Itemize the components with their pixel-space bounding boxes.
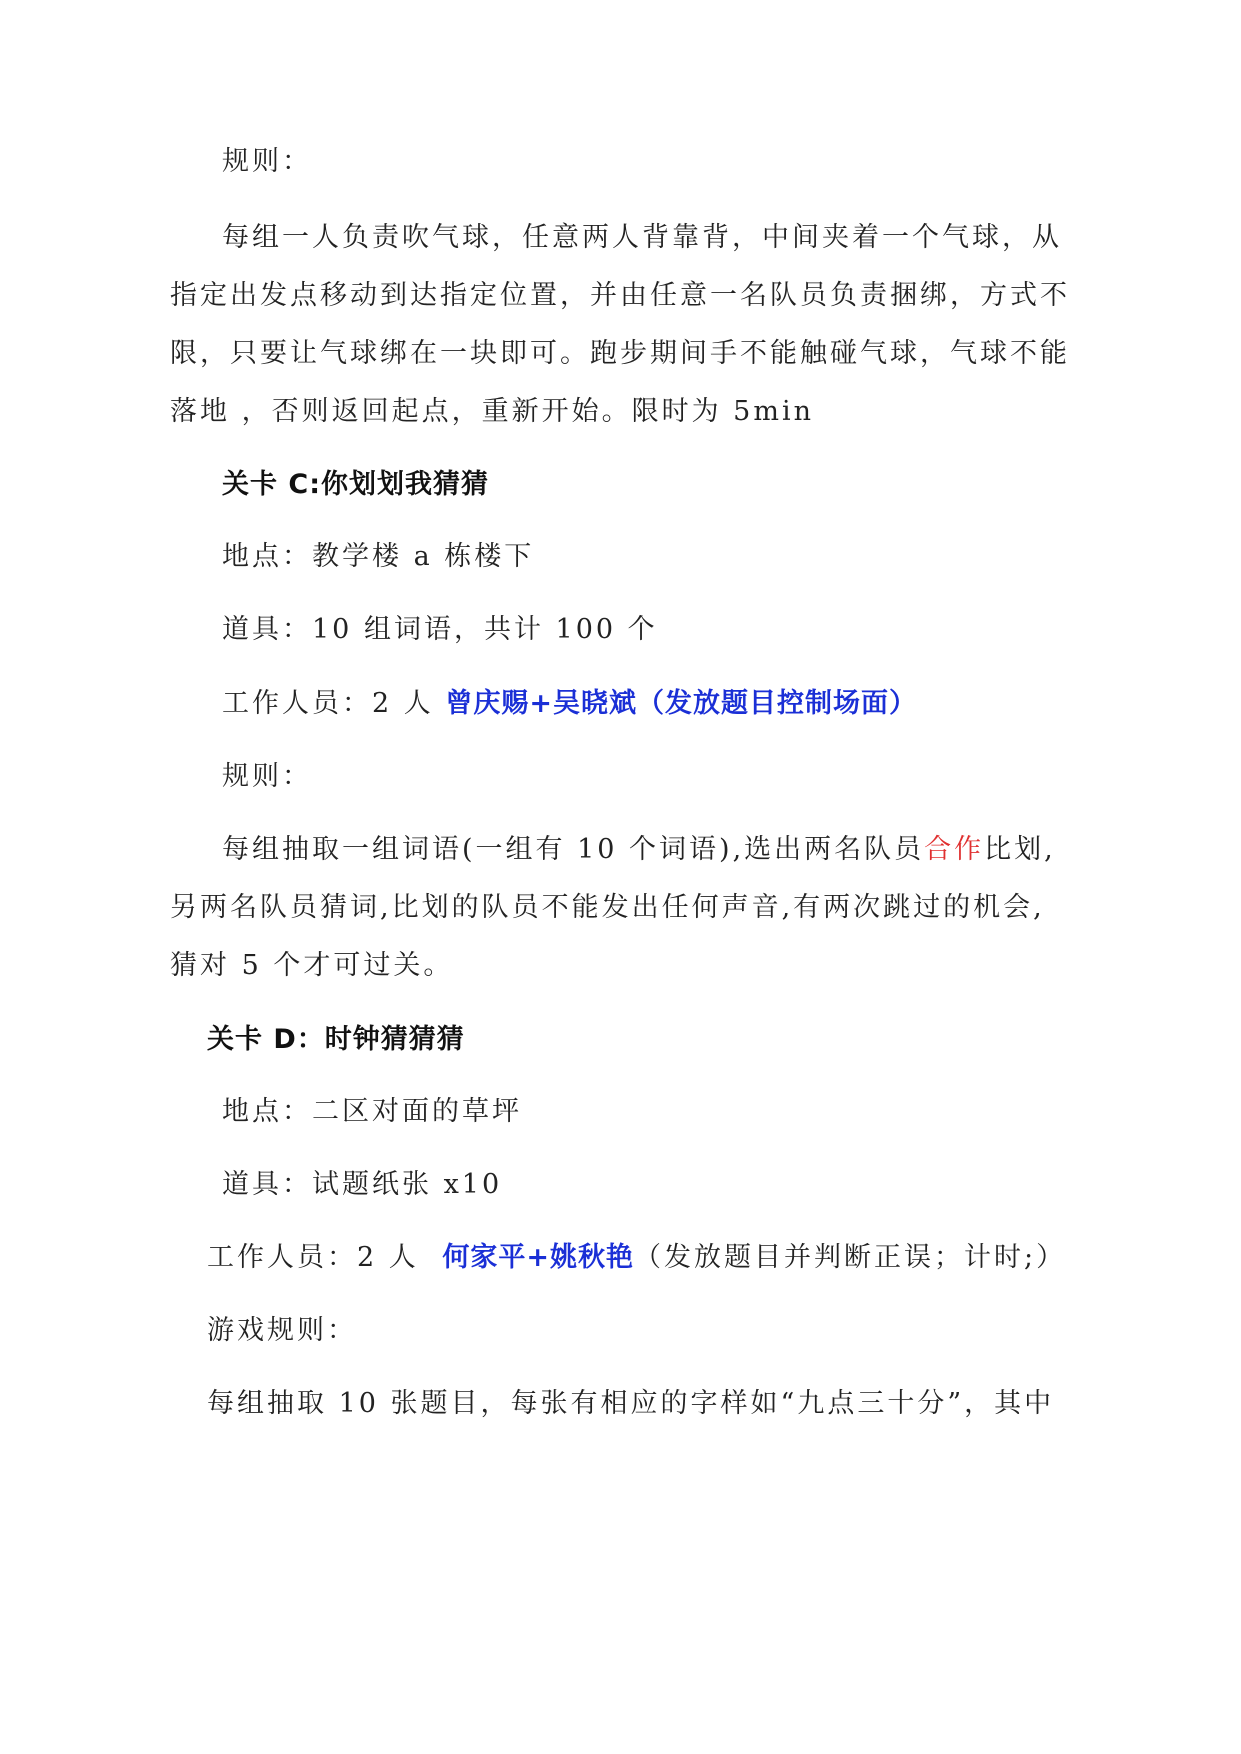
section-b-rules-line-2: 指定出发点移动到达指定位置，并由任意一名队员负责捆绑，方式不 bbox=[170, 280, 1070, 311]
section-c-location: 地点：教学楼 a 栋楼下 bbox=[222, 541, 535, 572]
section-c-staff bbox=[222, 684, 917, 724]
section-c-staff-names: 曾庆赐+吴晓斌（发放题目控制场面） bbox=[445, 688, 917, 719]
section-c-props: 道具：10 组词语，共计 100 个 bbox=[222, 614, 658, 645]
section-b-rules-label: 规则： bbox=[222, 146, 312, 177]
section-d-staff-suffix: （发放题目并判断正误；计时;） bbox=[633, 1242, 1067, 1273]
section-d-rules-line-1: 每组抽取 10 张题目，每张有相应的字样如“九点三十分”，其中 bbox=[207, 1388, 1055, 1419]
section-c-rules-line-1-a: 每组抽取一组词语(一组有 10 个词语),选出两名队员 bbox=[222, 834, 925, 865]
section-c-rules-label: 规则： bbox=[222, 761, 312, 792]
section-b-rules-line-3: 限，只要让气球绑在一块即可。跑步期间手不能触碰气球，气球不能 bbox=[170, 338, 1070, 369]
section-b-rules-line-4: 落地 ，否则返回起点，重新开始。限时为 5min bbox=[170, 396, 814, 427]
section-c-rules-line-1-b: 比划, bbox=[984, 834, 1056, 865]
section-b-rules-line-1: 每组一人负责吹气球，任意两人背靠背，中间夹着一个气球，从 bbox=[222, 222, 1062, 253]
section-d-staff bbox=[207, 1238, 1066, 1278]
section-d-staff-prefix: 工作人员：2 人 bbox=[207, 1242, 431, 1273]
section-c-rules-line-2: 另两名队员猜词,比划的队员不能发出任何声音,有两次跳过的机会, bbox=[170, 892, 1045, 923]
section-d-title: 关卡 D：时钟猜猜猜 bbox=[207, 1024, 465, 1055]
section-c-title: 关卡 C:你划划我猜猜 bbox=[222, 469, 490, 500]
section-c-rules-highlight: 合作 bbox=[924, 834, 985, 865]
section-d-location: 地点：二区对面的草坪 bbox=[222, 1096, 522, 1127]
section-d-props: 道具：试题纸张 x10 bbox=[222, 1169, 503, 1200]
section-d-rules-label: 游戏规则： bbox=[207, 1315, 357, 1346]
section-c-rules-line-3: 猜对 5 个才可过关。 bbox=[170, 950, 454, 981]
section-c-rules-line-1 bbox=[222, 830, 1056, 870]
section-d-staff-names: 何家平+姚秋艳 bbox=[442, 1242, 634, 1273]
section-c-staff-prefix: 工作人员：2 人 bbox=[222, 688, 446, 719]
